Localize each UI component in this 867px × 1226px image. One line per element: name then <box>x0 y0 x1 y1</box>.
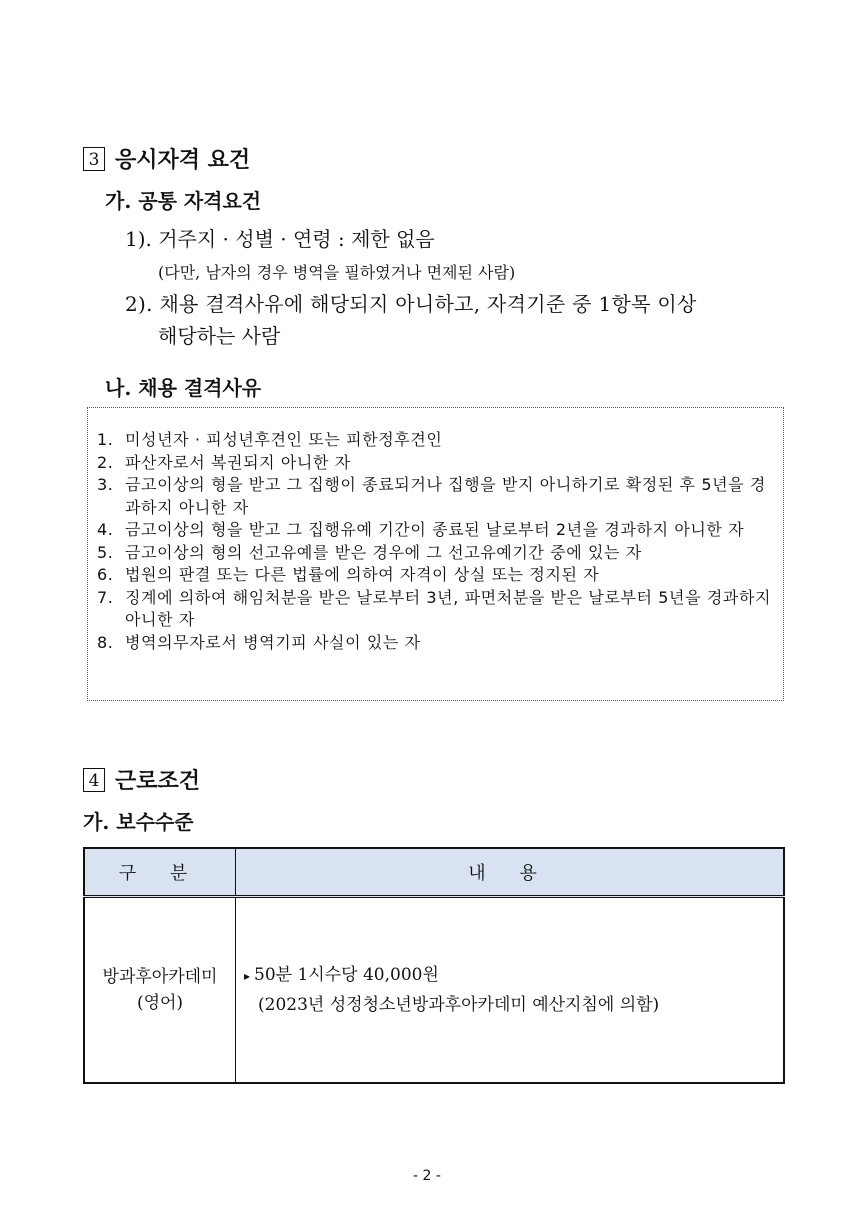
pay-level-title: 가. 보수수준 <box>83 810 194 834</box>
list-item <box>97 519 777 542</box>
list-item <box>97 564 777 587</box>
category-subject: (영어) <box>136 993 184 1013</box>
page-number: - 2 - <box>413 1168 441 1184</box>
list-item-number: 4. <box>97 520 114 539</box>
section-3-number: 3 <box>83 147 105 171</box>
list-item <box>97 542 777 565</box>
pay-table <box>83 847 785 1084</box>
list-item-number: 3. <box>97 475 114 494</box>
table-header-row <box>84 848 784 897</box>
section-3-heading <box>83 143 250 174</box>
pay-basis: (2023년 성정청소년방과후아카데미 예산지침에 의함) <box>258 994 660 1015</box>
list-item-number: 8. <box>97 632 114 652</box>
category-cell <box>84 897 236 1084</box>
section-4-heading <box>83 764 200 795</box>
requirement-item-2-line2: 해당하는 사람 <box>158 324 281 348</box>
list-item-text: 금고이상의 형을 받고 그 집행유예 기간이 종료된 날로부터 2년을 경과하지 아니한 자 <box>125 520 745 539</box>
pay-rate: 50분 1시수당 40,000원 <box>254 964 439 985</box>
disqualification-list <box>97 429 777 654</box>
list-item-text: 파산자로서 복권되지 아니한 자 <box>125 452 351 472</box>
section-3-title: 응시자격 요건 <box>115 147 251 173</box>
triangle-bullet-icon: ▸ <box>244 968 251 983</box>
list-item-number: 6. <box>97 565 114 584</box>
common-requirements-title: 가. 공통 자격요건 <box>105 189 262 213</box>
requirement-item-2-line1: 2). 채용 결격사유에 해당되지 아니하고, 자격기준 중 1항목 이상 <box>125 292 697 316</box>
list-item <box>97 452 777 475</box>
disqualification-title: 나. 채용 결격사유 <box>105 376 262 400</box>
category-name: 방과후아카데미 <box>102 967 218 987</box>
list-item-number: 2. <box>97 452 114 472</box>
list-item-text: 병역의무자로서 병역기피 사실이 있는 자 <box>125 632 421 652</box>
list-item-number: 5. <box>97 542 114 562</box>
list-item-number: 7. <box>97 587 114 607</box>
list-item <box>97 587 777 632</box>
list-item-text: 미성년자 · 피성년후견인 또는 피한정후견인 <box>125 430 443 449</box>
list-item-number: 1. <box>97 430 114 449</box>
list-item <box>97 632 777 655</box>
list-item-text: 금고이상의 형의 선고유예를 받은 경우에 그 선고유예기간 중에 있는 자 <box>125 542 642 562</box>
requirement-item-1: 1). 거주지 · 성별 · 연령 : 제한 없음 <box>125 227 435 251</box>
table-row <box>84 897 784 1084</box>
list-item-text: 법원의 판결 또는 다른 법률에 의하여 자격이 상실 또는 정지된 자 <box>125 565 600 584</box>
list-item-text: 징계에 의하여 해임처분을 받은 날로부터 3년, 파면처분을 받은 날로부터 5년을 경과하지 아니한 자 <box>125 587 772 629</box>
requirement-item-1-note: (다만, 남자의 경우 병역을 필하였거나 면제된 사람) <box>158 263 516 282</box>
section-4-title: 근로조건 <box>115 768 201 794</box>
header-content: 내 용 <box>236 848 785 897</box>
list-item-text: 금고이상의 형을 받고 그 집행이 종료되거나 집행을 받지 아니하기로 확정된 후 5년을 경과하지 아니한 자 <box>125 475 766 517</box>
list-item <box>97 474 777 519</box>
list-item <box>97 429 777 452</box>
header-category: 구 분 <box>84 848 236 897</box>
content-cell <box>236 897 785 1084</box>
section-4-number: 4 <box>83 768 105 792</box>
